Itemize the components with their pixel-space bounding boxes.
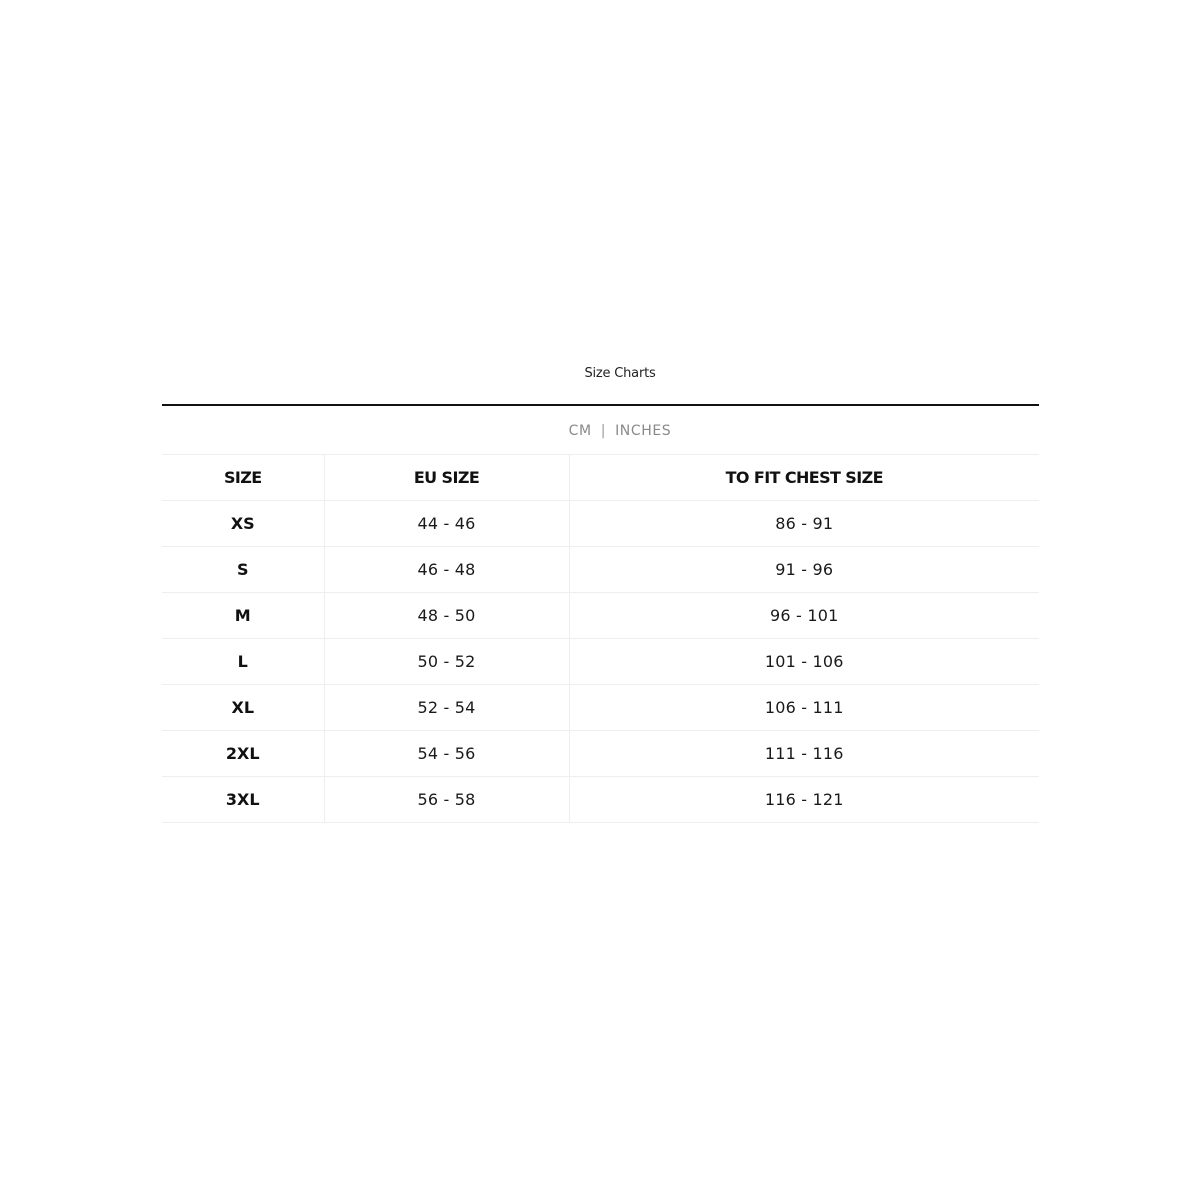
chest-size-cell: 86 - 91	[569, 501, 1039, 547]
size-cell: 3XL	[162, 777, 324, 823]
unit-cm-toggle[interactable]: CM	[568, 423, 592, 439]
eu-size-cell: 56 - 58	[324, 777, 569, 823]
size-cell: L	[162, 639, 324, 685]
chest-size-cell: 91 - 96	[569, 547, 1039, 593]
column-header-eu-size: EU SIZE	[324, 455, 569, 501]
eu-size-cell: 44 - 46	[324, 501, 569, 547]
table-row	[162, 731, 1039, 777]
table-row	[162, 685, 1039, 731]
size-chart-table	[162, 454, 1039, 823]
size-cell: M	[162, 593, 324, 639]
chest-size-cell: 116 - 121	[569, 777, 1039, 823]
unit-inches-toggle[interactable]: INCHES	[615, 423, 672, 439]
size-cell: S	[162, 547, 324, 593]
eu-size-cell: 54 - 56	[324, 731, 569, 777]
unit-switch	[0, 423, 1200, 439]
unit-separator: |	[600, 423, 607, 439]
chest-size-cell: 96 - 101	[569, 593, 1039, 639]
table-row	[162, 593, 1039, 639]
size-cell: 2XL	[162, 731, 324, 777]
chest-size-cell: 101 - 106	[569, 639, 1039, 685]
chest-size-cell: 111 - 116	[569, 731, 1039, 777]
table-row	[162, 547, 1039, 593]
column-header-chest-size: TO FIT CHEST SIZE	[569, 455, 1039, 501]
size-cell: XL	[162, 685, 324, 731]
size-cell: XS	[162, 501, 324, 547]
table-header-row	[162, 455, 1039, 501]
table-row	[162, 501, 1039, 547]
eu-size-cell: 50 - 52	[324, 639, 569, 685]
eu-size-cell: 48 - 50	[324, 593, 569, 639]
title-divider	[162, 404, 1039, 406]
eu-size-cell: 46 - 48	[324, 547, 569, 593]
eu-size-cell: 52 - 54	[324, 685, 569, 731]
chest-size-cell: 106 - 111	[569, 685, 1039, 731]
column-header-size: SIZE	[162, 455, 324, 501]
table-row	[162, 777, 1039, 823]
table-row	[162, 639, 1039, 685]
page-title: Size Charts	[584, 366, 656, 381]
